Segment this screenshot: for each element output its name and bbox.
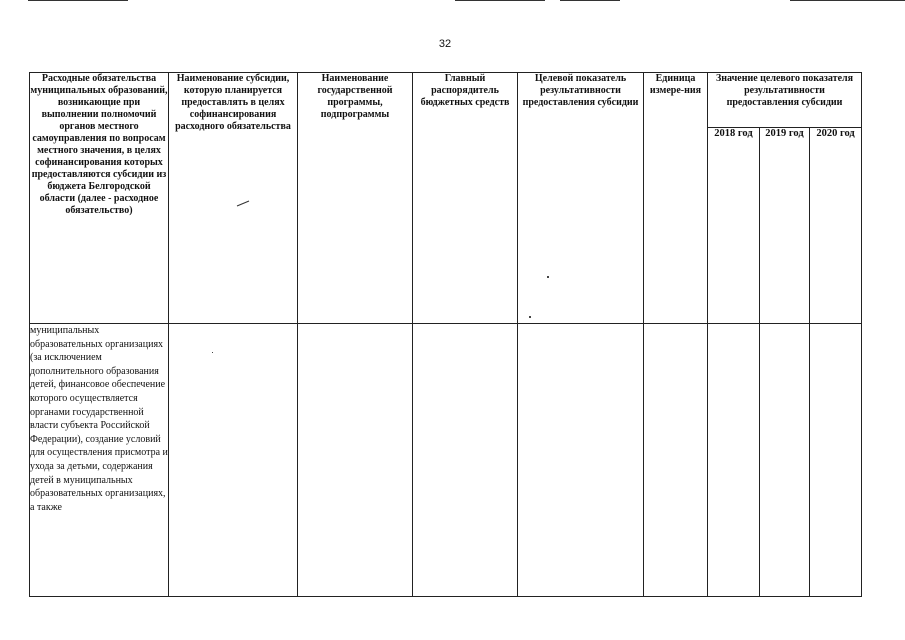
cell-unit <box>644 324 708 597</box>
header-target-indicator: Целевой показатель результативности предоставления субсидии <box>518 73 644 324</box>
header-year-2019: 2019 год <box>760 128 810 324</box>
scan-edge-line <box>28 0 128 1</box>
scan-speck <box>529 316 531 318</box>
page-number: 32 <box>438 38 452 50</box>
cell-value-2020 <box>810 324 862 597</box>
header-unit: Единица измере-ния <box>644 73 708 324</box>
cell-main-manager <box>413 324 518 597</box>
cell-subsidy-name <box>169 324 298 597</box>
cell-target-indicator <box>518 324 644 597</box>
scan-edge-line <box>790 0 905 1</box>
header-target-value: Значение целевого показателя результативности предоставления субсидии <box>708 73 862 128</box>
header-subsidy-name: Наименование субсидии, которую планируется предоставлять в целях софинансирования расходного обязательства <box>169 73 298 324</box>
cell-program-name <box>298 324 413 597</box>
subsidy-table <box>29 72 862 597</box>
table-row <box>30 324 862 597</box>
scan-edge-line <box>560 0 620 1</box>
cell-value-2018 <box>708 324 760 597</box>
cell-obligation: муниципальных образовательных организациях (за исключением дополнительного образования детей, финансовое обеспечение которого осуществляется органами государственной власти субъекта Российской Федерации), создание условий для осуществления присмотра и ухода за детьми, содержания детей в муниципальных образовательных организациях, а также <box>30 324 169 597</box>
pen-mark <box>236 200 250 208</box>
cell-value-2019 <box>760 324 810 597</box>
header-program-name: Наименование государственной программы, подпрограммы <box>298 73 413 324</box>
scan-edge-line <box>455 0 545 1</box>
header-year-2018: 2018 год <box>708 128 760 324</box>
header-obligations: Расходные обязательства муниципальных образований, возникающие при выполнении полномочий органов местного самоуправления по вопросам местного значения, в целях софинансирования которых предоставляются субсидии из бюджета Белгородской области (далее - расходное обязательство) <box>30 73 169 324</box>
header-main-manager: Главный распорядитель бюджетных средств <box>413 73 518 324</box>
scan-speck <box>212 352 213 353</box>
scan-speck <box>547 276 549 278</box>
header-year-2020: 2020 год <box>810 128 862 324</box>
